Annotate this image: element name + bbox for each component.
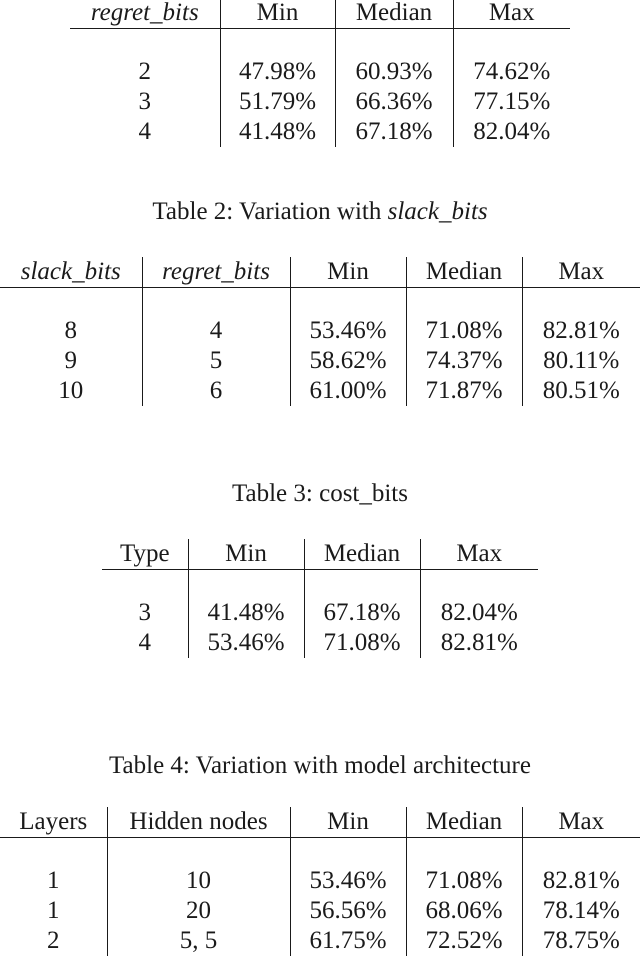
table-cell: 3 — [102, 598, 188, 628]
table-cell: 61.75% — [290, 926, 406, 956]
caption-emphasis: slack_bits — [387, 198, 488, 225]
table-cell: 5, 5 — [107, 926, 290, 956]
table-cell: 4 — [70, 117, 220, 147]
table-cell: 10 — [107, 866, 290, 896]
table-header-row — [102, 539, 538, 570]
col-header: regret_bits — [142, 257, 290, 288]
col-header: Max — [522, 807, 640, 838]
table-cell: 82.04% — [440, 599, 518, 626]
table-cell: 51.79% — [220, 87, 335, 117]
table-cell: 5 — [142, 346, 290, 376]
col-header: Median — [406, 257, 522, 288]
table-cell: 71.08% — [406, 316, 522, 346]
table-cell: 80.51% — [542, 377, 620, 404]
table-row — [102, 628, 538, 658]
table-cell: 8 — [0, 316, 142, 346]
table-cell: 6 — [142, 376, 290, 406]
table-cell: 41.48% — [220, 117, 335, 147]
table-3-caption: Table 3: cost_bits — [231, 480, 408, 507]
table-cell: 4 — [102, 628, 188, 658]
table-cell: 71.08% — [406, 866, 522, 896]
table-cell: 41.48% — [188, 598, 304, 628]
table-4-caption: Table 4: Variation with model architecture — [109, 752, 531, 779]
table-cell: 71.87% — [406, 376, 522, 406]
table-header-row — [0, 807, 640, 838]
table-cell: 66.36% — [335, 87, 453, 117]
table-cell: 82.81% — [542, 317, 620, 344]
table-row — [70, 87, 570, 117]
table-3 — [102, 539, 538, 658]
col-header: slack_bits — [0, 257, 142, 288]
table-row — [70, 117, 570, 147]
col-header: Min — [290, 257, 406, 288]
col-header: Median — [304, 539, 420, 570]
col-header: Max — [453, 0, 570, 29]
table-row — [0, 896, 640, 926]
table-cell: 20 — [107, 896, 290, 926]
spacer-row — [102, 570, 538, 599]
table-2 — [0, 257, 640, 406]
spacer-row — [0, 288, 640, 317]
table-cell: 2 — [70, 57, 220, 87]
col-header: Hidden nodes — [107, 807, 290, 838]
table-row — [0, 376, 640, 406]
table-cell: 80.11% — [543, 347, 620, 374]
table-cell: 9 — [0, 346, 142, 376]
table-cell: 2 — [0, 926, 107, 956]
table-cell: 53.46% — [188, 628, 304, 658]
table-2-caption — [0, 197, 640, 227]
table-cell: 74.62% — [473, 58, 551, 85]
table-cell: 56.56% — [290, 896, 406, 926]
table-cell: 60.93% — [335, 57, 453, 87]
table-cell: 4 — [142, 316, 290, 346]
table-row — [0, 346, 640, 376]
table-cell: 74.37% — [406, 346, 522, 376]
table-cell: 67.18% — [335, 117, 453, 147]
table-cell: 1 — [0, 896, 107, 926]
table-cell: 3 — [70, 87, 220, 117]
col-header: Layers — [0, 807, 107, 838]
table-cell: 71.08% — [304, 628, 420, 658]
table-cell: 1 — [0, 866, 107, 896]
table-row — [70, 57, 570, 87]
col-header: Min — [188, 539, 304, 570]
table-cell: 10 — [0, 376, 142, 406]
table-cell: 78.14% — [542, 897, 620, 924]
table-cell: 82.81% — [542, 867, 620, 894]
col-header: Type — [102, 539, 188, 570]
table-row — [102, 598, 538, 628]
table-cell: 61.00% — [290, 376, 406, 406]
col-header: Max — [522, 257, 640, 288]
table-cell: 53.46% — [290, 316, 406, 346]
col-header: regret_bits — [70, 0, 220, 29]
table-cell: 72.52% — [406, 926, 522, 956]
table-header-row — [0, 257, 640, 288]
table-row — [0, 316, 640, 346]
spacer-row — [0, 838, 640, 867]
table-cell: 53.46% — [290, 866, 406, 896]
table-cell: 82.04% — [473, 118, 551, 145]
table-cell: 68.06% — [406, 896, 522, 926]
table-cell: 58.62% — [290, 346, 406, 376]
table-cell: 78.75% — [542, 927, 620, 954]
table-cell: 77.15% — [473, 88, 551, 115]
col-header: Median — [406, 807, 522, 838]
table-row — [0, 866, 640, 896]
col-header: Max — [420, 539, 538, 570]
table-cell: 67.18% — [304, 598, 420, 628]
table-cell: 82.81% — [440, 629, 518, 656]
table-cell: 47.98% — [220, 57, 335, 87]
table-row — [0, 926, 640, 956]
col-header: Min — [290, 807, 406, 838]
table-1 — [70, 0, 570, 147]
col-header: Median — [335, 0, 453, 29]
table-header-row — [70, 0, 570, 29]
table-4 — [0, 807, 640, 956]
spacer-row — [70, 29, 570, 58]
caption-text: Table 2: Variation with — [152, 198, 388, 225]
col-header: Min — [220, 0, 335, 29]
